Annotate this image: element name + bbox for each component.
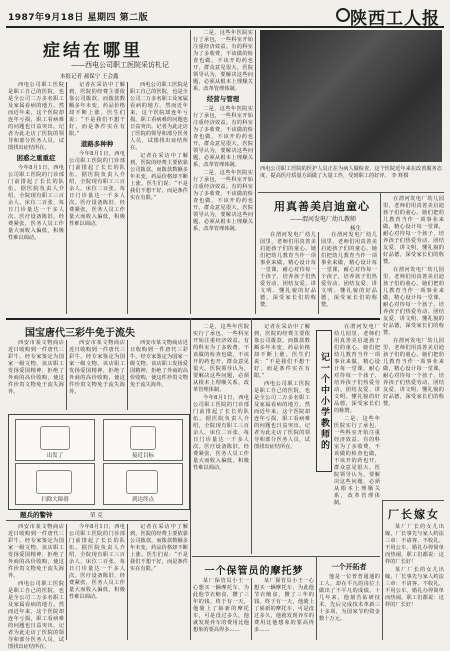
lead-section-2: 道路多种种 [80,140,114,148]
border-col-1 [193,578,249,640]
second-body-c: 二是，这些年医院实行了承包，一些科室开始注重经济效益。有的科室为了多收费，不该做的检查也做，不该开的药也开，群众意见很大。医院领导认为，要解决这些问题，必须从根本上理顺关系，改革管理体制。 [193,170,253,232]
factory-body: 某厂厂长的女儿出嫁，厂长事先与家人约法三章：不请客、不收礼、不用公车。婚礼办得简单而热闹，职工们都说：这样的厂长好！ [385,524,444,565]
cartoon-panel-4-label: 到达终点 [131,497,154,503]
left-bottom-body-d: 记者在采访中了解到，医院的经费主要依靠公司拨款，而拨款数额多年未变，药品价格却不断上涨。医生们说：“不是我们不想干好，而是条件实在有限。” [130,524,188,572]
left-bottom-body-b: 西电公司职工医院是职工自己的医院，也是全公司二万多名职工及家属看病的地方。然而近年来，这个医院却连年亏损，职工看病难的问题也日益突出。记者为此走访了医院的领导和部分医务人员，试图找出症结所在。 [8,581,64,650]
photo-credit: 李 辉摄 [391,173,409,179]
kindergarten-col-1 [260,232,316,314]
kindergarten-col-3 [383,196,444,498]
bridge-body: 西安市某文物商店近日收购到一件唐代三彩牛，经专家鉴定为国家一级文物。该店职工发扬爱国精神，拒绝了外商的高价收购，使这件珍贵文物免于流失海外。 [8,340,64,395]
left-bottom-col-2 [69,524,125,640]
lead-body-1: 西电公司职工医院是职工自己的医院，也是全公司二万多名职工及家属看病的地方。然而近年来，这个医院却连年亏损，职工看病难的问题也日益突出。记者为此走访了医院的领导和部分医务人员，试图找出症结所在。 [8,82,64,151]
middle-body: 二是，这些年医院实行了承包，一些科室开始注重经济效益。有的科室为了多收费，不该做的检查也做，不该开的药也开，群众意见很大。医院领导认为，要解决这些问题，必须从根本上理顺关系，改革管理体制。 [193,324,249,393]
cartoon-title: 题兵的警钟 [20,511,53,519]
lead-col-1 [8,82,64,314]
middle-body-c: 记者在采访中了解到，医院的经费主要依靠公司拨款，而拨款数额多年未变，药品价格却不断上涨。医生们说：“不是我们不想干好，而是条件实在有限。” [254,324,310,379]
second-body: 二是，这些年医院实行了承包，一些科室开始注重经济效益。有的科室为了多收费，不该做的检查也做，不该开的药也开，群众意见很大。医院领导认为，要解决这些问题，必须从根本上理顺关系，改革管理体制。 [193,30,253,92]
masthead [6,4,444,28]
hospital-photo [260,30,442,162]
kindergarten-body-e: 在渭河发电厂幼儿园里，老师们用真善美启迪孩子们的童心。她们把幼儿教育当作一项事业来做，精心设计每一堂课，耐心对待每一个孩子，培养孩子们热爱劳动、团结友爱、讲文明、懂礼貌的好品德，深受家长们的称赞。 [383,338,444,407]
middle-body-b: 今年8月1日，西电公司职工医院的门诊部门前排起了长长的队伍。据医院负责人介绍，全院现有职工三百余人，床位二百张，每日门诊量达一千多人次。医疗设备陈旧，经费紧张，医务人员工作量大而收入偏低，积极性难以调动。 [193,395,249,471]
cartoon-panel-3-label: 扫除大障碍 [41,497,69,503]
left-bottom-body: 西安市某文物商店近日收购到一件唐代三彩牛，经专家鉴定为国家一级文物。该店职工发扬爱国精神，拒绝了外商的高价收购，使这件珍贵文物免于流失海外。 [8,524,64,579]
factory-col [385,524,444,640]
lead-body-3: 记者在采访中了解到，医院的经费主要依靠公司拨款，而拨款数额多年未变，药品价格却不断上涨。医生们说：“不是我们不想干好，而是条件实在有限。” [69,82,125,137]
kindergarten-body-d: 在渭河发电厂幼儿园里，老师们用真善美启迪孩子们的童心。她们把幼儿教育当作一项事业来做，精心设计每一堂课，耐心对待每一个孩子，培养孩子们热爱劳动、团结友爱、讲文明、懂礼貌的好品德，深受家长们的称赞。 [383,267,444,336]
cartoon-panel-2 [103,419,183,461]
border-body: 某厂保管员小王一心想买一辆摩托车，为此他节衣缩食，攒了三年的钱。终于有一天，他骑上了崭新的摩托车，可是没过多久，他就发现养车的费用比他想象的要高得多…… [193,578,249,633]
second-col [193,30,253,314]
cartoon-panel-4 [103,463,183,505]
column-col [319,574,380,640]
middle-body-d: 西电公司职工医院是职工自己的医院，也是全公司二万多名职工及家属看病的地方。然而近年来，这个医院却连年亏损，职工看病难的问题也日益突出。记者为此走访了医院的领导和部分医务人员，试图找出症结所在。 [254,381,310,450]
cartoon-panel-2-label: 接近目标 [131,453,154,459]
factory-body-b: 某厂厂长的女儿出嫁，厂长事先与家人约法三章：不请客、不收礼、不用公车。婚礼办得简单而热闹，职工们都说：这样的厂长好！ [385,567,444,608]
cartoon-panel-1 [15,419,95,461]
lead-byline: 本报记者 郝保宁 王会鑫 [60,74,119,80]
lead-col-2 [69,82,125,314]
bridge-body-c: 西安市某文物商店近日收购到一件唐代三彩牛，经专家鉴定为国家一级文物。该店职工发扬爱国精神，拒绝了外商的高价收购，使这件珍贵文物免于流失海外。 [130,340,188,388]
issue-date: 1987年9月18日 星期四 第二版 [8,13,149,23]
border-body-b: 某厂保管员小王一心想买一辆摩托车，为此他节衣缩食，攒了三年的钱。终于有一天，他骑上了崭新的摩托车，可是没过多久，他就发现养车的费用比他想象的要高得多…… [254,578,314,633]
cartoon-panel-1-label: 出发了 [46,453,64,459]
lead-body-3b: 记者在采访中了解到，医院的经费主要依靠公司拨款，而拨款数额多年未变，药品价格却不断上涨。医生们说：“不是我们不想干好，而是条件实在有限。” [130,153,188,201]
vertical-title: 记一个中小学教师的 [316,330,332,472]
column-body: 他是一位普普通通的工人，却在平凡的岗位上做出了不平凡的成绩。十几年来，他刻苦钻研技术，先后完成技术革新三十多项，为国家节约资金数十万元。 [319,574,380,622]
kindergarten-body-c: 在渭河发电厂幼儿园里，老师们用真善美启迪孩子们的童心。她们把幼儿教育当作一项事业来做，精心设计每一堂课，耐心对待每一个孩子，培养孩子们热爱劳动、团结友爱、讲文明、懂礼貌的好品德，深受家长们的称赞。 [383,196,444,265]
lead-subhead: ——西电公司职工医院采访札记 [71,61,169,69]
right-mid-body-b: 二是，这些年医院实行了承包，一些科室开始注重经济效益。有的科室为了多收费，不该做的检查也做，不该开的药也开，群众意见很大。医院领导认为，要解决这些问题，必须从根本上理顺关系，改革管理体制。 [334,416,380,506]
border-col-2 [254,578,314,640]
bridge-col-2 [69,340,125,410]
lead-body-1b: 西电公司职工医院是职工自己的医院，也是全公司二万多名职工及家属看病的地方。然而近年来，这个医院却连年亏损，职工看病难的问题也日益突出。记者为此走访了医院的领导和部分医务人员，试图找出症结所在。 [130,82,188,151]
lead-col-3 [130,82,188,314]
lead-body-2: 今年8月1日，西电公司职工医院的门诊部门前排起了长长的队伍。据医院负责人介绍，全院现有职工三百余人，床位二百张，每日门诊量达一千多人次。医疗设备陈旧，经费紧张，医务人员工作量大而收入偏低，积极性难以调动。 [8,165,64,241]
bridge-body-b: 西安市某文物商店近日收购到一件唐代三彩牛，经专家鉴定为国家一级文物。该店职工发扬爱国精神，拒绝了外商的高价收购，使这件珍贵文物免于流失海外。 [69,340,125,395]
cartoon-strip [8,414,190,510]
lead-body-2b: 今年8月1日，西电公司职工医院的门诊部门前排起了长长的队伍。据医院负责人介绍，全院现有职工三百余人，床位二百张，每日门诊量达一千多人次。医疗设备陈旧，经费紧张，医务人员工作量大而收入偏低，积极性难以调动。 [69,151,125,227]
bridge-col-1 [8,340,64,410]
border-headline: 一个保管员的摩托梦 [204,566,304,577]
kindergarten-col-2 [321,232,377,314]
paper-name: 陕西工人报 [350,4,440,29]
photo-caption-text: 西电公司职工医院的医护人员正在为病人做检查。这个医院近年来在改善服务态度、提高医疗质量方面做了大量工作，受到职工的好评。 [260,166,442,179]
kindergarten-body-b: 在渭河发电厂幼儿园里，老师们用真善美启迪孩子们的童心。她们把幼儿教育当作一项事业来做，精心设计每一堂课，耐心对待每一个孩子，培养孩子们热爱劳动、团结友爱、讲文明、懂礼貌的好品德，深受家长们的称赞。 [321,232,377,308]
kindergarten-byline: 杨生 [350,226,362,232]
bridge-headline: 国宝唐代三彩牛免于流失 [25,328,135,339]
kindergarten-subhead: ——渭河发电厂幼儿教师 [289,216,356,223]
middle-col-1 [193,324,249,554]
second-section: 经营与管理 [206,95,240,103]
cartoon-author: 荣 克 [90,513,103,519]
lead-headline: 症结在哪里 [43,41,143,61]
photo-caption [260,166,442,190]
column-headline: 一个开拓者 [331,562,367,571]
middle-col-2 [254,324,310,554]
factory-headline: 厂长嫁女 [388,508,440,521]
lead-section-1: 困惑之重重症 [16,154,56,162]
right-mid-col [334,324,380,554]
left-bottom-col-1 [8,524,64,650]
left-bottom-body-c: 今年8月1日，西电公司职工医院的门诊部门前排起了长长的队伍。据医院负责人介绍，全院现有职工三百余人，床位二百张，每日门诊量达一千多人次。医疗设备陈旧，经费紧张，医务人员工作量大而收入偏低，积极性难以调动。 [69,524,125,600]
cartoon-panel-3 [15,463,95,505]
left-bottom-col-3 [130,524,188,640]
kindergarten-headline: 用真善美启迪童心 [274,200,370,213]
right-mid-body: 在渭河发电厂幼儿园里，老师们用真善美启迪孩子们的童心。她们把幼儿教育当作一项事业来做，精心设计每一堂课，耐心对待每一个孩子，培养孩子们热爱劳动、团结友爱、讲文明、懂礼貌的好品德，深受家长们的称赞。 [334,324,380,414]
kindergarten-body: 在渭河发电厂幼儿园里，老师们用真善美启迪孩子们的童心。她们把幼儿教育当作一项事业来做，精心设计每一堂课，耐心对待每一个孩子，培养孩子们热爱劳动、团结友爱、讲文明、懂礼貌的好品德，深受家长们的称赞。 [260,232,316,308]
bridge-col-3 [130,340,188,410]
second-body-b: 二是，这些年医院实行了承包，一些科室开始注重经济效益。有的科室为了多收费，不该做的检查也做，不该开的药也开，群众意见很大。医院领导认为，要解决这些问题，必须从根本上理顺关系，改革管理体制。 [193,106,253,168]
